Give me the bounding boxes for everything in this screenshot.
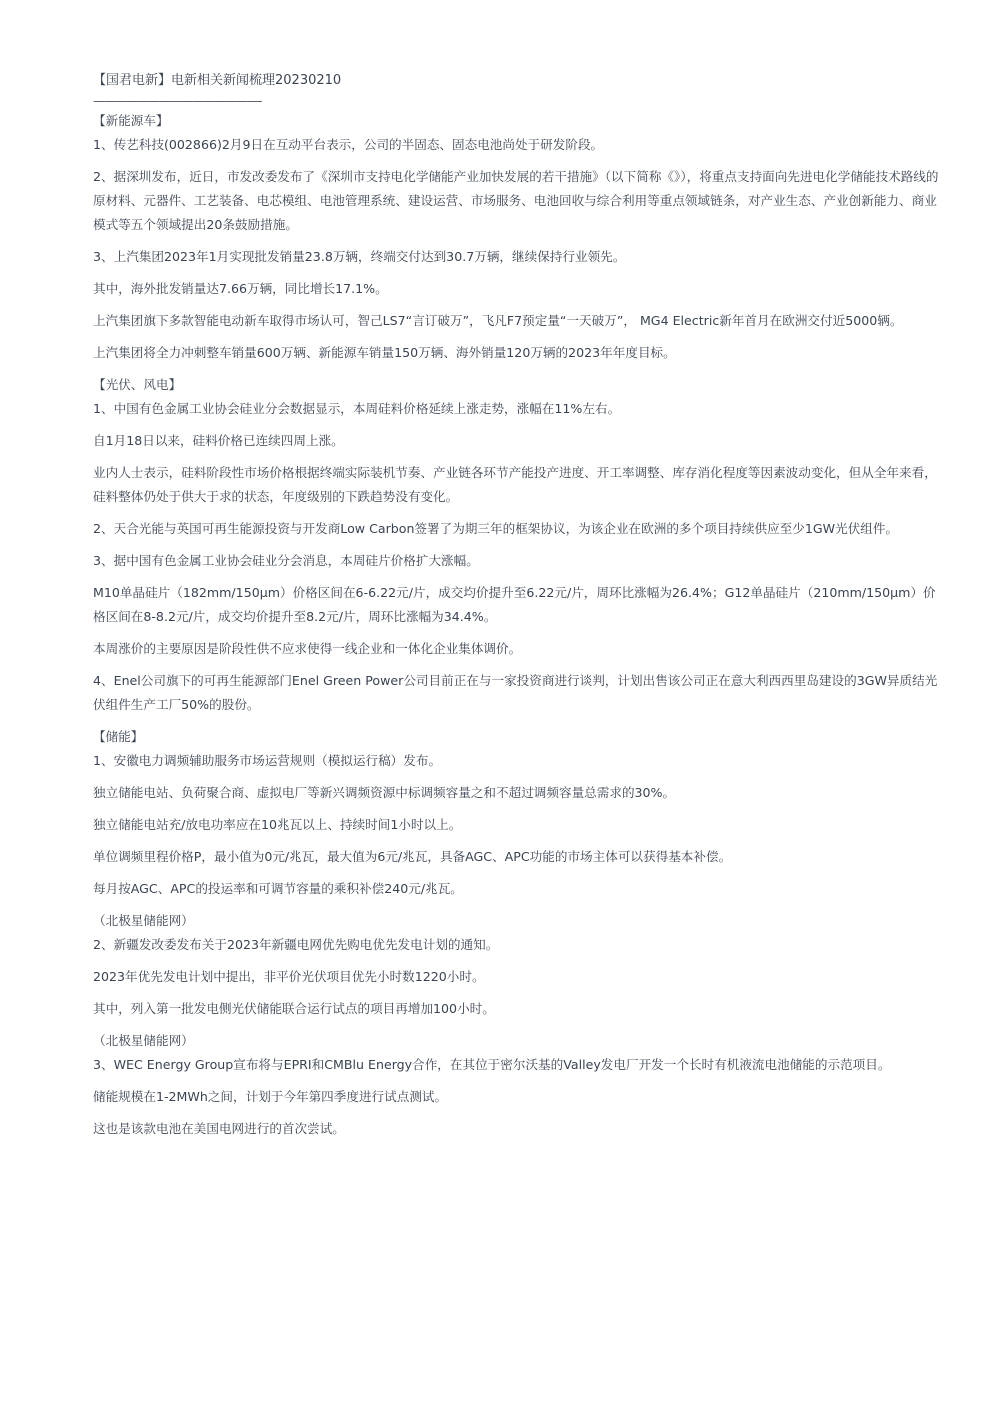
- paragraph: 独立储能电站充/放电功率应在10兆瓦以上、持续时间1小时以上。: [93, 817, 462, 832]
- paragraph: 本周涨价的主要原因是阶段性供不应求使得一线企业和一体化企业集体调价。: [93, 641, 522, 656]
- paragraph: 其中，列入第一批发电侧光伏储能联合运行试点的项目再增加100小时。: [93, 1001, 495, 1016]
- paragraph: 自1月18日以来，硅料价格已连续四周上涨。: [93, 433, 344, 448]
- document-title: 【国君电新】电新相关新闻梳理20230210: [93, 73, 342, 88]
- paragraph: 2、新疆发改委发布关于2023年新疆电网优先购电优先发电计划的通知。: [93, 937, 499, 952]
- paragraph: 3、WEC Energy Group宣布将与EPRI和CMBlu Energy合作，在其位于密尔沃基的Valley发电厂开发一个长时有机液流电池储能的示范项目。: [93, 1057, 891, 1072]
- paragraph: 储能规模在1-2MWh之间，计划于今年第四季度进行试点测试。: [93, 1089, 448, 1104]
- paragraph: 2023年优先发电计划中提出，非平价光伏项目优先小时数1220小时。: [93, 969, 485, 984]
- paragraph: 这也是该款电池在美国电网进行的首次尝试。: [93, 1121, 345, 1136]
- paragraph: M10单晶硅片（182mm/150μm）价格区间在6-6.22元/片，成交均价提升至6.22元/片，周环比涨幅为26.4%；G12单晶硅片（210mm/150μm）价格区间在8-8.2元/片，成交均价提升至8.2元/片，周环比涨幅为34.4%。: [93, 585, 936, 624]
- paragraph: 其中，海外批发销量达7.66万辆，同比增长17.1%。: [93, 281, 388, 296]
- paragraph: 独立储能电站、负荷聚合商、虚拟电厂等新兴调频资源中标调频容量之和不超过调频容量总需求的30%。: [93, 785, 676, 800]
- title-divider: ———————————————-: [93, 94, 262, 108]
- paragraph: 1、中国有色金属工业协会硅业分会数据显示，本周硅料价格延续上涨走势，涨幅在11%左右。: [93, 401, 621, 416]
- paragraph: 单位调频里程价格P，最小值为0元/兆瓦，最大值为6元/兆瓦，具备AGC、APC功能的市场主体可以获得基本补偿。: [93, 849, 732, 864]
- source-note: （北极星储能网）: [93, 1033, 194, 1048]
- paragraph: 上汽集团将全力冲刺整车销量600万辆、新能源车销量150万辆、海外销量120万辆的2023年年度目标。: [93, 345, 676, 360]
- paragraph: 2、据深圳发布，近日，市发改委发布了《深圳市支持电化学储能产业加快发展的若干措施》（以下简称《》），将重点支持面向先进电化学储能技术路线的原材料、元器件、工艺装备、电芯模组、电池管理系统、建设运营、市场服务、电池回收与综合利用等重点领域链条，对产业生态、产业创新能力、商业模式等五个领域提出20条鼓励措施。: [93, 169, 939, 232]
- paragraph: 业内人士表示，硅料阶段性市场价格根据终端实际装机节奏、产业链各环节产能投产进度、开工率调整、库存消化程度等因素波动变化，但从全年来看，硅料整体仍处于供大于求的状态，年度级别的下跌趋势没有变化。: [93, 465, 937, 504]
- paragraph: 3、上汽集团2023年1月实现批发销量23.8万辆，终端交付达到30.7万辆，继续保持行业领先。: [93, 249, 626, 264]
- paragraph: 2、天合光能与英国可再生能源投资与开发商Low Carbon签署了为期三年的框架协议，为该企业在欧洲的多个项目持续供应至少1GW光伏组件。: [93, 521, 899, 536]
- paragraph: 每月按AGC、APC的投运率和可调节容量的乘积补偿240元/兆瓦。: [93, 881, 463, 896]
- section-heading-storage: 【储能】: [93, 729, 144, 744]
- paragraph: 上汽集团旗下多款智能电动新车取得市场认可，智己LS7“言订破万”，飞凡F7预定量“一天破万”， MG4 Electric新年首月在欧洲交付近5000辆。: [93, 313, 903, 328]
- paragraph: 4、Enel公司旗下的可再生能源部门Enel Green Power公司目前正在与一家投资商进行谈判，计划出售该公司正在意大利西西里岛建设的3GW异质结光伏组件生产工厂50%的股份。: [93, 673, 938, 712]
- paragraph: 1、安徽电力调频辅助服务市场运营规则（模拟运行稿）发布。: [93, 753, 442, 768]
- section-heading-nev: 【新能源车】: [93, 113, 169, 128]
- paragraph: 3、据中国有色金属工业协会硅业分会消息，本周硅片价格扩大涨幅。: [93, 553, 479, 568]
- paragraph: 1、传艺科技(002866)2月9日在互动平台表示，公司的半固态、固态电池尚处于研发阶段。: [93, 137, 604, 152]
- source-note: （北极星储能网）: [93, 913, 194, 928]
- section-heading-pv-wind: 【光伏、风电】: [93, 377, 182, 392]
